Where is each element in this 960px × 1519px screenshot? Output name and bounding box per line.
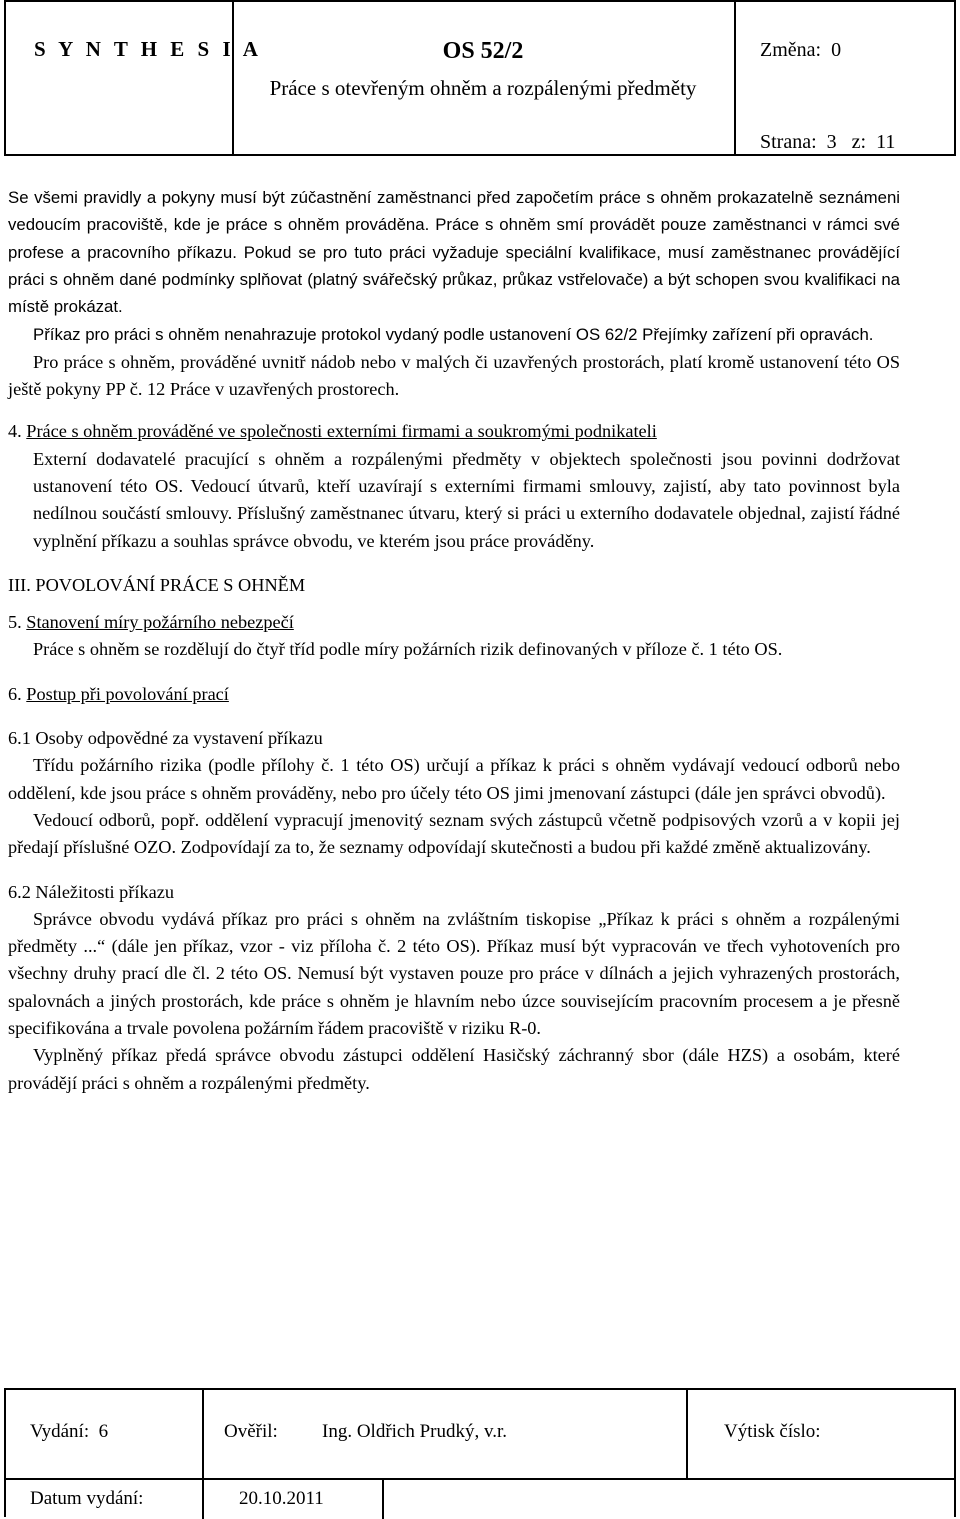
section-6-2-heading: 6.2 Náležitosti příkazu (8, 881, 175, 902)
document-number: OS 52/2 (442, 38, 524, 64)
verified-by: Ing. Oldřich Prudký, v.r. (322, 1421, 508, 1442)
section-6-1-paragraph-1: Třídu požárního rizika (podle přílohy č. 1 této OS) určují a příkaz k práci s ohněm vydávají vedoucí odborů nebo oddělení, kde jsou práce s ohněm prováděny, nebo pro účely této OS jimi jmenovaní zástupci (dále jen správci obvodů). (8, 755, 900, 803)
section-6-1-paragraph-2: Vedoucí odborů, popř. oddělení vypracují jmenovitý seznam svých zástupců včetně podpisových vzorů a v kopii jej předají příslušné OZO. Zodpovídají za to, že seznamy odpovídají skutečnosti a budou při každé změně aktualizovány. (8, 809, 900, 858)
document-body (8, 184, 900, 1097)
section-5-heading: 5. Stanovení míry požárního nebezpečí (8, 612, 294, 633)
section-4-number: 4. (8, 421, 27, 442)
section-4-text: Externí dodavatelé pracující s ohněm a rozpálenými předměty v objektech společnosti jsou povinni dodržovat ustanovení této OS. Vedoucí útvarů, kteří uzavírají s externími firmami smlouvy, zajistí, aby tato povinnost byla nedílnou součástí smlouvy. Příslušný zaměstnanec útvaru, který si práci u externího dodavatele objednal, zajistí řádné vyplnění příkazu a souhlas správce obvodu, ve kterém jsou práce prováděny. (33, 448, 900, 551)
verified-label: Ověřil: (224, 1421, 278, 1442)
company-name: S Y N T H E S I A (34, 37, 262, 61)
section-5-text: Práce s ohněm se rozdělují do čtyř tříd podle míry požárních rizik definovaných v příloze č. 1 této OS. (33, 639, 783, 660)
edition: Vydání: 6 (30, 1421, 109, 1442)
intro-paragraph: Se všemi pravidly a pokyny musí být zúčastnění zaměstnanci před započetím práce s ohněm prokazatelně seznámeni vedoucím pracoviště, kde je práce s ohněm prováděna. Práce s ohněm smí provádět pouze zaměstnanci v rámci své profese a pracovního příkazu. Pokud se pro tuto práci vyžaduje speciální kvalifikace, musí zaměstnanec provádějící práci s ohněm dané podmínky splňovat (platný svářečský průkaz, průkaz vstřelovače) a být schopen svou kvalifikaci na místě prokázat. (8, 188, 900, 317)
page-indicator: Strana: 3 z: 11 (760, 131, 896, 153)
document-footer (4, 1388, 956, 1517)
header-title-cell (232, 2, 736, 154)
paragraph-protocol: Příkaz pro práci s ohněm nenahrazuje protokol vydaný podle ustanovení OS 62/2 Přejímky zařízení při opravách. (33, 325, 874, 345)
document-title: Práce s otevřeným ohněm a rozpálenými předměty (269, 76, 697, 100)
section-4-heading (8, 418, 900, 445)
section-4-title: Práce s ohněm prováděné ve společnosti externími firmami a soukromými podnikateli (26, 421, 657, 442)
section-6-title: Postup při povolování prací (26, 683, 229, 704)
change-number: Změna: 0 (760, 39, 842, 61)
header-company-cell (6, 2, 262, 154)
section-6-2-paragraph-1: Správce obvodu vydává příkaz pro práci s ohněm na zvláštním tiskopise „Příkaz k práci s ohněm a rozpálenými předměty ...“ (dále jen příkaz, vzor - viz příloha č. 2 této OS). Příkaz musí být vypracován ve třech vyhotoveních pro všechny druhy prací dle čl. 2 této OS. Nemusí být vystaven pouze pro práce v dílnách a jejich vyhrazených prostorách, spalovnách a jiných prostorách, kde práce s ohněm je hlavním nebo úzce souvisejícím pracovním procesem a je přesně specifikována a trvale povolena požárním řádem pracoviště v riziku R-0. (8, 908, 900, 1039)
footer-divider (202, 1390, 204, 1478)
section-6-heading: 6. Postup při povolování prací (8, 683, 229, 704)
section-6-1-heading: 6.1 Osoby odpovědné za vystavení příkazu (8, 728, 323, 749)
section-5-title: Stanovení míry požárního nebezpečí (26, 612, 294, 633)
section-iii-heading: III. POVOLOVÁNÍ PRÁCE S OHNĚM (8, 574, 306, 595)
footer-divider (382, 1478, 384, 1519)
copy-number-label: Výtisk číslo: (724, 1421, 821, 1442)
issue-date: 20.10.2011 (239, 1488, 324, 1509)
issue-date-label: Datum vydání: (30, 1488, 144, 1509)
paragraph-enclosed-spaces: Pro práce s ohněm, prováděné uvnitř nádob nebo v malých či uzavřených prostorách, platí kromě ustanovení této OS ještě pokyny PP č. 12 Práce v uzavřených prostorech. (8, 351, 900, 400)
footer-divider (202, 1478, 204, 1519)
header-meta-cell (734, 2, 954, 154)
section-6-2-paragraph-2: Vyplněný příkaz předá správce obvodu zástupci oddělení Hasičský záchranný sbor (dále HZS) a osobám, které provádějí práci s ohněm a rozpálenými předměty. (8, 1045, 900, 1093)
footer-divider (686, 1390, 688, 1478)
document-header (4, 0, 956, 156)
